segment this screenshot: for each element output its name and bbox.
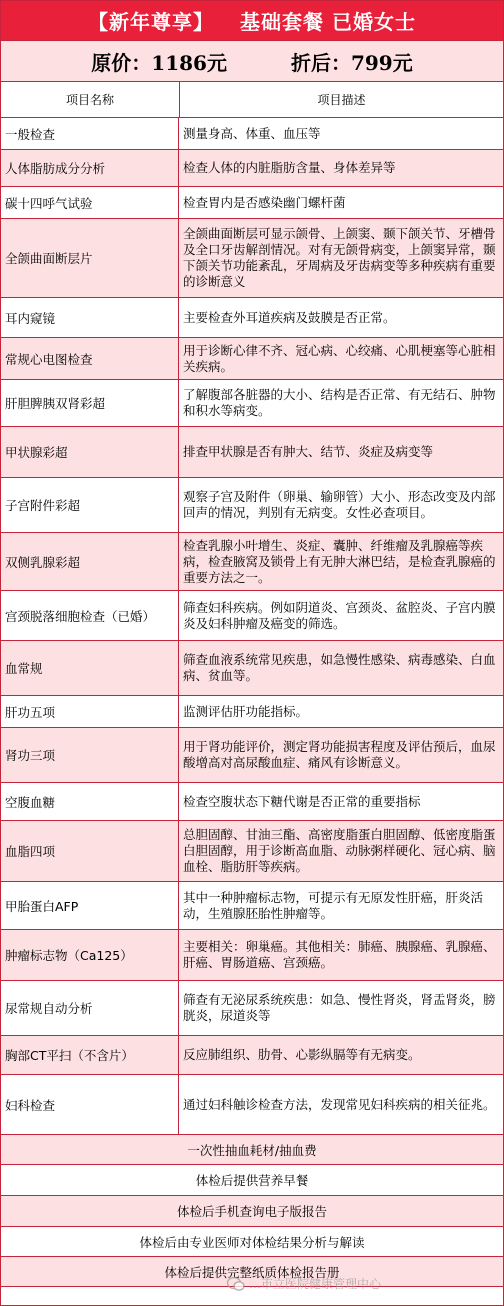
item-desc: 主要检查外耳道疾病及鼓膜是否正常。 xyxy=(183,309,396,325)
item-desc: 测量身高、体重、血压等 xyxy=(183,125,321,141)
item-desc: 筛查血液系统常见疾患，如急慢性感染、病毒感染、白血病、贫血等。 xyxy=(183,652,496,683)
table-row xyxy=(1,591,503,641)
item-desc: 用于诊断心律不齐、冠心病、心绞痛、心肌梗塞等心脏相关疾病。 xyxy=(183,342,496,374)
item-desc: 检查空腹状态下糖代谢是否正常的重要指标 xyxy=(183,793,421,809)
item-desc: 主要相关：卵巢癌。其他相关：肺癌、胰腺癌、乳腺癌、肝癌、胃肠道癌、宫颈癌。 xyxy=(183,939,496,970)
table-row xyxy=(1,187,503,219)
item-desc: 筛查妇科疾病。例如阴道炎、宫颈炎、盆腔炎、子宫内膜炎及妇科肿瘤及癌变的筛选。 xyxy=(183,599,496,631)
item-name: 肝功五项 xyxy=(1,696,179,727)
item-name: 一般检查 xyxy=(1,118,179,149)
header-desc: 项目描述 xyxy=(317,93,366,107)
table-row xyxy=(1,882,503,930)
package-banner xyxy=(1,1,503,41)
item-name: 人体脂肪成分分析 xyxy=(1,150,179,186)
table-row xyxy=(1,298,503,338)
item-desc: 观察子宫及附件（卵巢、输卵管）大小、形态改变及内部回声的情况，判别有无病变。女性必查项目。 xyxy=(183,489,496,520)
table-row xyxy=(1,728,503,783)
extra-service-text: 体检后由专业医师对体检结果分析与解读 xyxy=(139,1234,365,1250)
item-desc: 其中一种肿瘤标志物，可提示有无原发性肝癌，肝炎活动，生殖腺胚胎性肿瘤等。 xyxy=(183,889,484,921)
item-desc: 检查胃内是否感染幽门螺杆菌 xyxy=(183,194,346,210)
table-row xyxy=(1,696,503,728)
wechat-icon xyxy=(227,1276,245,1292)
table-row xyxy=(1,380,503,427)
item-name: 宫颈脱落细胞检查（已婚） xyxy=(1,591,179,640)
table-row xyxy=(1,930,503,981)
table-row xyxy=(1,118,503,150)
table-row xyxy=(1,478,503,533)
item-desc: 总胆固醇、甘油三酯、高密度脂蛋白胆固醇、低密度脂蛋白胆固醇，用于诊断高血脂、动脉粥样硬化、冠心病、脑血栓、脂肪肝等疾病。 xyxy=(183,827,496,874)
item-name: 肿瘤标志物（Ca125） xyxy=(1,930,179,980)
item-name: 甲胎蛋白AFP xyxy=(1,882,179,929)
item-desc: 检查人体的内脏脂肪含量、身体差异等 xyxy=(183,160,396,175)
item-name: 血常规 xyxy=(1,641,179,695)
item-desc: 排查甲状腺是否有肿大、结节、炎症及病变等 xyxy=(183,444,434,459)
table-row xyxy=(1,219,503,298)
item-name: 血脂四项 xyxy=(1,821,179,881)
item-name: 耳内窥镜 xyxy=(1,298,179,337)
extra-service-text: 一次性抽血耗材/抽血费 xyxy=(187,1142,317,1158)
original-price: 原价：1186元 xyxy=(91,50,227,75)
table-row xyxy=(1,821,503,882)
item-name: 常规心电图检查 xyxy=(1,338,179,379)
item-name: 甲状腺彩超 xyxy=(1,427,179,477)
item-desc: 用于肾功能评价，测定肾功能损害程度及评估预后，血尿酸增高对高尿酸血症、痛风有诊断意义。 xyxy=(183,739,496,770)
table-row xyxy=(1,981,503,1036)
table-header xyxy=(1,82,503,118)
item-name: 双侧乳腺彩超 xyxy=(1,533,179,590)
item-desc: 监测评估肝功能指标。 xyxy=(183,703,309,719)
table-row xyxy=(1,338,503,380)
item-desc: 全颌曲面断层可显示颌骨、上颌窦、颞下颌关节、牙槽骨及全口牙齿解剖情况。对有无颌骨病变，上颌窦异常，颞下颌关节功能紊乱，牙周病及牙齿病变等多种疾病有重要的诊断意义 xyxy=(183,226,496,289)
banner-tag: 【新年尊享】 xyxy=(88,10,215,34)
item-desc: 反应肺组织、肋骨、心影纵膈等有无病变。 xyxy=(183,1047,421,1062)
item-desc: 通过妇科触诊检查方法，发现常见妇科疾病的相关征兆。 xyxy=(183,1096,496,1112)
table-row xyxy=(1,783,503,821)
price-bar xyxy=(1,41,503,82)
item-desc: 筛查有无泌尿系统疾患：如急、慢性肾炎，肾盂肾炎，膀胱炎，尿道炎等 xyxy=(183,992,496,1023)
watermark-text: …市立医院健康管理中心 xyxy=(249,1277,382,1291)
item-name: 妇科检查 xyxy=(1,1075,179,1134)
table-row xyxy=(1,1036,503,1075)
item-name: 肝胆脾胰双肾彩超 xyxy=(1,380,179,426)
extra-service-text: 体检后手机查询电子版报告 xyxy=(176,1204,327,1219)
item-name: 全颌曲面断层片 xyxy=(1,219,179,297)
table-row xyxy=(1,150,503,187)
item-name: 空腹血糖 xyxy=(1,783,179,820)
item-name: 碳十四呼气试验 xyxy=(1,187,179,218)
extra-service-text: 体检后提供营养早餐 xyxy=(195,1173,309,1188)
item-name: 尿常规自动分析 xyxy=(1,981,179,1035)
table-row xyxy=(1,533,503,591)
extra-service-text: 体检后提供完整纸质体检报告册 xyxy=(164,1264,340,1280)
watermark xyxy=(227,1275,381,1292)
extra-service-row xyxy=(1,1196,503,1227)
item-desc: 了解腹部各脏器的大小、结构是否正常、有无结石、肿物和积水等病变。 xyxy=(183,387,496,418)
extra-service-row xyxy=(1,1135,503,1165)
table-row xyxy=(1,427,503,478)
banner-title: 基础套餐 已婚女士 xyxy=(240,10,416,34)
item-desc: 检查乳腺小叶增生、炎症、囊肿、纤维瘤及乳腺癌等疾病，检查腋窝及锁骨上有无肿大淋巴结，是检查乳腺癌的重要方法之一。 xyxy=(183,537,496,585)
table-row xyxy=(1,641,503,696)
extra-service-row xyxy=(1,1165,503,1196)
extra-service-row xyxy=(1,1227,503,1257)
table-row xyxy=(1,1075,503,1135)
item-name: 肾功三项 xyxy=(1,728,179,782)
item-name: 胸部CT平扫（不含片） xyxy=(1,1036,179,1074)
discount-price: 折后：799元 xyxy=(290,50,413,75)
header-name: 项目名称 xyxy=(1,82,180,117)
item-name: 子宫附件彩超 xyxy=(1,478,179,532)
